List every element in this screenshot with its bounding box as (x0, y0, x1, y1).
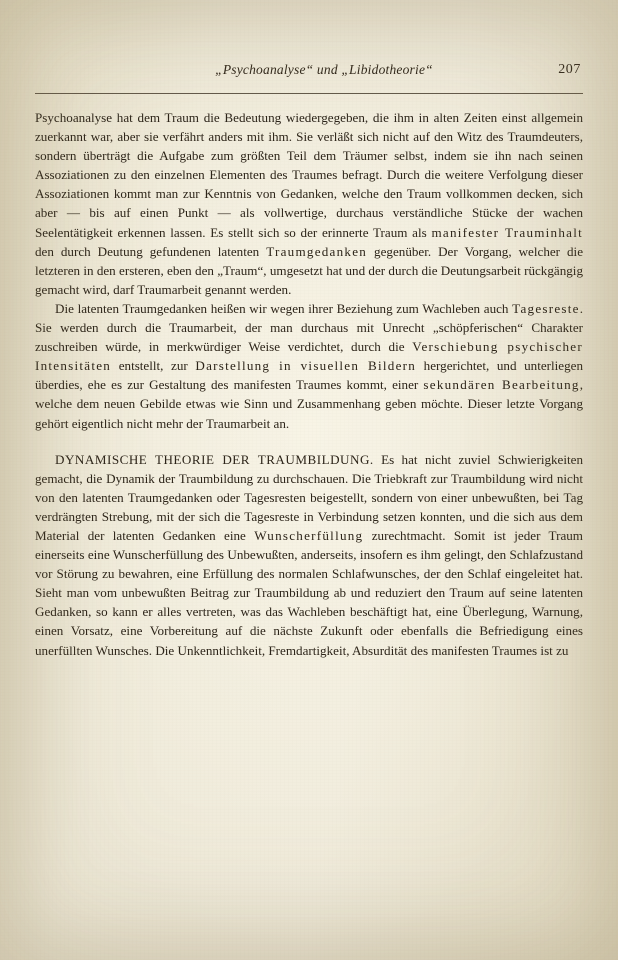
emphasis-wunscherfuellung: Wunscherfüllung (254, 527, 364, 543)
running-head-title: „Psychoanalyse“ und „Libidotheorie“ (215, 62, 433, 77)
emphasis-manifester-trauminhalt: manifester Trauminhalt (431, 224, 583, 240)
emphasis-tagesreste: Tagesreste (512, 300, 580, 316)
paragraph-1-tail: gegenüber. Der Vorgang, welcher die letzteren in den ersteren, eben den „Traum“, umgesetzt hat und der durch die Deutungsarbeit rückgängig gemacht wird, darf Traumarbeit genannt werden. (35, 243, 584, 297)
paragraph-1 (35, 108, 583, 299)
paragraph-2-text-a: Die latenten Traumgedanken heißen wir wegen ihrer Beziehung zum Wachleben auch (55, 300, 513, 316)
running-header (35, 62, 583, 88)
paragraph-2-text-c: entstellt, zur (111, 358, 196, 374)
paragraph-3 (35, 450, 583, 660)
page-number: 207 (558, 62, 581, 77)
emphasis-sekundaere-bearbeitung: sekundären Bearbeitung (423, 377, 580, 393)
emphasis-darstellung: Darstellung in visuellen Bildern (195, 358, 417, 374)
paragraph-1-mid: den durch Deutung gefundenen latenten (35, 243, 267, 259)
paragraph-3-text-a: Es hat nicht zuviel Schwierigkeiten gemacht, die Dynamik der Traumbildung zu durchschauen. Die Triebkraft zur Traumbildung wird nicht von den latenten Traumgedanken oder Tagesresten beigestellt, sondern von einer unbewußten, bei Tag verdrängten Strebung, mit der sich die Tagesreste in Verbindung setzen konnten, und die sich aus dem Material der latenten Gedanken eine (35, 451, 583, 543)
paragraph-1-text: Psychoanalyse hat dem Traum die Bedeutung wiedergegeben, die ihm in alten Zeiten einst allgemein zuerkannt war, aber sie verfährt anders mit ihm. Sie verläßt sich nicht auf den Witz des Traumdeuters, sondern überträgt die Aufgabe zum größten Teil dem Träumer selbst, indem sie ihn nach seinen Assoziationen zu den einzelnen Elementen des Traumes befragt. Durch die weitere Verfolgung dieser Assoziationen kommt man zur Kenntnis von Gedanken, welche den Traum vollkommen decken, sich aber — bis auf einen Punkt — als vollwertige, durchaus verständliche Stücke der wachen Seelentätigkeit erkennen lassen. Es stellt sich so der erinnerte Traum als (35, 110, 583, 240)
paragraph-2-text-d: hergerichtet, und unterliegen überdies, ehe es zur Gestaltung des manifesten Traumes kommt, einer (35, 358, 583, 393)
header-rule (35, 93, 583, 94)
emphasis-traumgedanken: Traumgedanken (266, 243, 368, 259)
paragraph-2 (35, 299, 583, 433)
paragraph-2-text-b: . Sie werden durch die Traumarbeit, der man durchaus mit Unrecht „schöpferischen“ Charakter zuschreiben würde, in merkwürdiger Weise verdichtet, durch die (35, 300, 583, 355)
section-heading-dynamische-theorie: DYNAMISCHE THEORIE DER TRAUMBILDUNG. (55, 451, 374, 467)
body-text (35, 108, 583, 660)
emphasis-verschiebung: Verschiebung psychischer Intensitäten (35, 339, 583, 374)
paragraph-3-text-b: zurechtmacht. Somit ist jeder Traum einerseits eine Wunscherfüllung des Unbewußten, anderseits, insofern es ihm gelingt, den Schlafzustand vor Störung zu bewahren, eine Erfüllung des normalen Schlafwunsches, der den Schlaf eingeleitet hat. Sieht man vom unbewußten Beitrag zur Traumbildung ab und reduziert den Traum auf seine latenten Gedanken, so kann er alles vertreten, was das Wachleben beschäftigt hat, eine Überlegung, Warnung, einen Vorsatz, eine Vorbereitung auf die nächste Zukunft oder ebenfalls die Befriedigung eines unerfüllten Wunsches. Die Unkenntlichkeit, Fremdartigkeit, Absurdität des manifesten Traumes ist zu (35, 527, 583, 658)
paragraph-2-text-e: , welche dem neuen Gebilde etwas wie Sinn und Zusammenhang geben möchte. Dieser letzte Vorgang gehört eigentlich nicht mehr der Traumarbeit an. (35, 377, 583, 431)
page-content (35, 62, 583, 660)
